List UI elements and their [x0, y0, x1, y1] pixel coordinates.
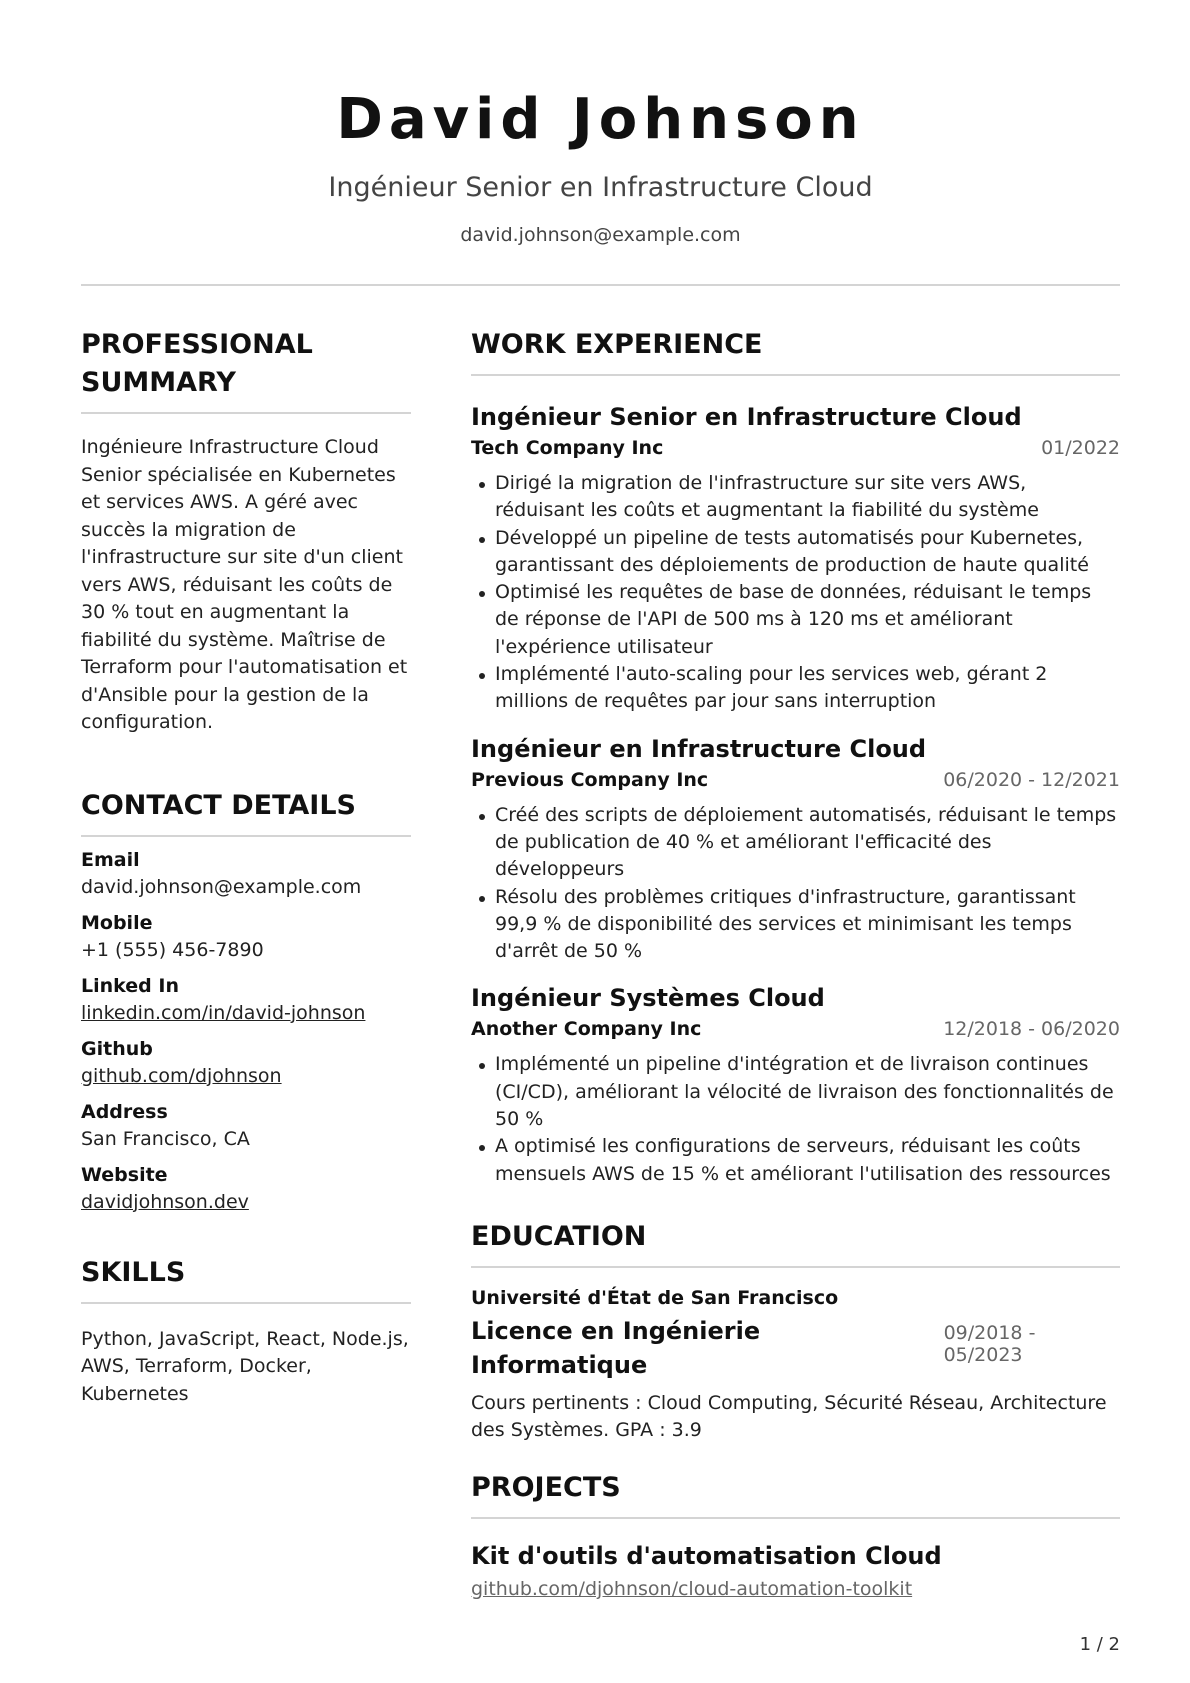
- education-description: Cours pertinents : Cloud Computing, Sécurité Réseau, Architecture des Systèmes. GPA : 3.9: [471, 1391, 1107, 1442]
- education-heading: EDUCATION: [471, 1218, 1120, 1268]
- contact-item-email: [81, 847, 411, 901]
- contact-item-github: [81, 1036, 411, 1090]
- job-company: Previous Company Inc: [471, 768, 709, 791]
- job-meta: [471, 434, 1120, 462]
- website-link[interactable]: davidjohnson.dev: [81, 1190, 249, 1213]
- bullet-item: Dirigé la migration de l'infrastructure sur site vers AWS, réduisant les coûts et augmentant la fiabilité du système: [471, 470, 1120, 525]
- contact-label: Address: [81, 1100, 168, 1123]
- job-title: Ingénieur en Infrastructure Cloud: [471, 734, 927, 763]
- bullet-item: Implémenté l'auto-scaling pour les services web, gérant 2 millions de requêtes par jour sans interruption: [471, 661, 1120, 716]
- skills-section: [81, 1254, 411, 1409]
- work-section: [471, 326, 1120, 1188]
- contact-item-website: [81, 1162, 411, 1216]
- work-heading: WORK EXPERIENCE: [471, 326, 1120, 376]
- bullet-item: Implémenté un pipeline d'intégration et de livraison continues (CI/CD), améliorant la vélocité de livraison des fonctionnalités de 50 %: [471, 1051, 1120, 1133]
- job-company: Tech Company Inc: [471, 437, 664, 459]
- bullet-item: Créé des scripts de déploiement automatisés, réduisant le temps de publication de 40 % et améliorant l'efficacité des développeurs: [471, 802, 1120, 884]
- education-meta: [471, 1314, 1120, 1382]
- job-date: 12/2018 - 06/2020: [943, 1018, 1120, 1041]
- contact-mobile-value: +1 (555) 456-7890: [81, 938, 264, 961]
- job-entry: [471, 981, 1120, 1187]
- candidate-name: David Johnson: [336, 87, 865, 152]
- contact-label: Website: [81, 1163, 168, 1186]
- contact-list: [81, 847, 411, 1216]
- education-section: [471, 1218, 1120, 1445]
- resume-header: [81, 80, 1120, 250]
- job-entry: [471, 400, 1120, 716]
- job-meta: [471, 766, 1120, 794]
- contact-heading: CONTACT DETAILS: [81, 787, 411, 837]
- contact-email-value[interactable]: david.johnson@example.com: [81, 875, 362, 898]
- bullet-item: Résolu des problèmes critiques d'infrastructure, garantissant 99,9 % de disponibilité des services et minimisant les temps d'arrêt de 50 %: [471, 884, 1120, 966]
- projects-heading: PROJECTS: [471, 1469, 1120, 1519]
- github-link[interactable]: github.com/djohnson: [81, 1064, 282, 1087]
- job-company: Another Company Inc: [471, 1018, 702, 1041]
- contact-address-value: San Francisco, CA: [81, 1127, 250, 1150]
- left-column: [81, 326, 411, 1408]
- job-meta: [471, 1015, 1120, 1043]
- contact-label: Email: [81, 848, 140, 871]
- education-degree: Licence en Ingénierie Informatique: [471, 1316, 761, 1379]
- job-date: 01/2022: [1041, 437, 1120, 459]
- job-title: Ingénieur Senior en Infrastructure Cloud: [471, 403, 1022, 431]
- project-link[interactable]: github.com/djohnson/cloud-automation-toolkit: [471, 1577, 913, 1600]
- linkedin-link[interactable]: linkedin.com/in/david-johnson: [81, 1001, 366, 1024]
- contact-section: [81, 787, 411, 1216]
- summary-heading: PROFESSIONAL SUMMARY: [81, 326, 411, 414]
- candidate-title: Ingénieur Senior en Infrastructure Cloud: [328, 172, 873, 203]
- skills-text: Python, JavaScript, React, Node.js, AWS, Terraform, Docker, Kubernetes: [81, 1327, 409, 1405]
- bullet-item: Optimisé les requêtes de base de données, réduisant le temps de réponse de l'API de 500 ms à 120 ms et améliorant l'expérience utilisateur: [471, 579, 1120, 661]
- contact-item-mobile: [81, 910, 411, 964]
- job-entry: [471, 732, 1120, 966]
- page-number: 1 / 2: [1079, 1634, 1120, 1655]
- job-title: Ingénieur Systèmes Cloud: [471, 984, 825, 1013]
- right-column: [471, 326, 1120, 1603]
- header-email[interactable]: david.johnson@example.com: [460, 224, 741, 246]
- job-bullets: [471, 470, 1120, 716]
- contact-item-linkedin: [81, 973, 411, 1027]
- job-bullets: [471, 1051, 1120, 1187]
- education-school: Université d'État de San Francisco: [471, 1286, 839, 1309]
- contact-label: Github: [81, 1037, 153, 1060]
- education-date: 09/2018 - 05/2023: [943, 1321, 1036, 1366]
- projects-section: [471, 1469, 1120, 1603]
- job-date: 06/2020 - 12/2021: [943, 768, 1120, 791]
- contact-item-address: [81, 1099, 411, 1153]
- bullet-item: A optimisé les configurations de serveurs, réduisant les coûts mensuels AWS de 15 % et améliorant l'utilisation des ressources: [471, 1133, 1120, 1188]
- contact-label: Mobile: [81, 911, 153, 934]
- project-name: Kit d'outils d'automatisation Cloud: [471, 1541, 942, 1570]
- summary-text: Ingénieure Infrastructure Cloud Senior spécialisée en Kubernetes et services AWS. A géré avec succès la migration de l'infrastructure sur site d'un client vers AWS, réduisant les coûts de 30 % tout en augmentant la fiabilité du système. Maîtrise de Terraform pour l'automatisation et d'Ansible pour la gestion de la configuration.: [81, 436, 408, 733]
- summary-section: [81, 326, 411, 737]
- contact-label: Linked In: [81, 974, 179, 997]
- skills-heading: SKILLS: [81, 1254, 411, 1304]
- header-divider: [81, 284, 1120, 286]
- bullet-item: Développé un pipeline de tests automatisés pour Kubernetes, garantissant des déploiements de production de haute qualité: [471, 525, 1120, 580]
- job-bullets: [471, 802, 1120, 966]
